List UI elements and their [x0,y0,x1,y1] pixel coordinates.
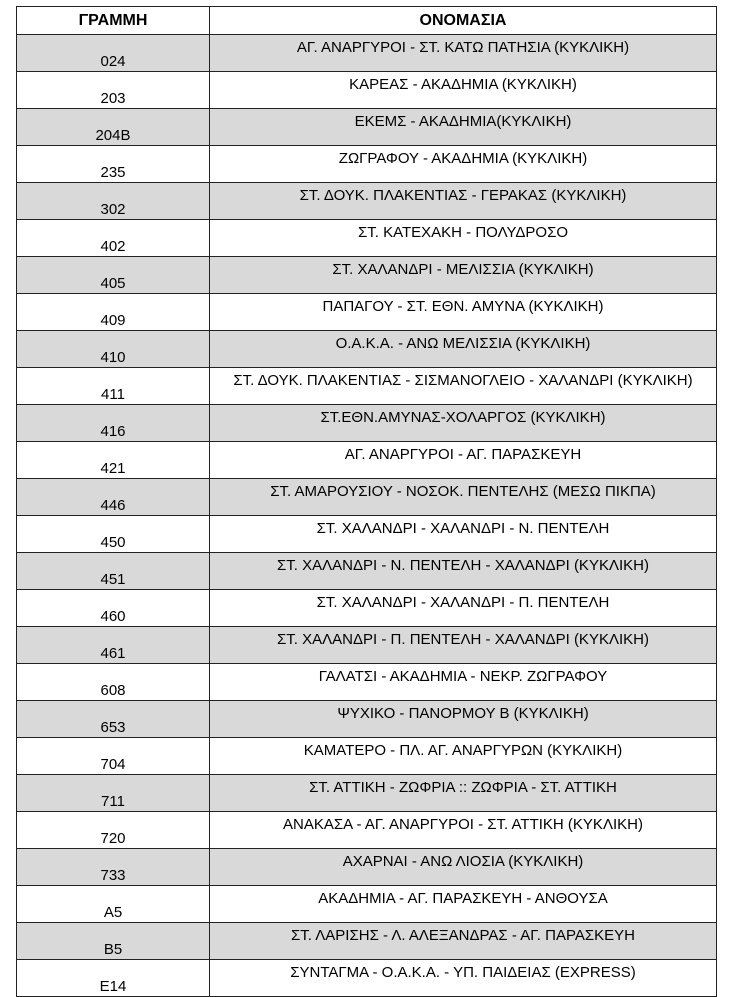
table-row [17,664,717,701]
line-number: Β5 [17,923,210,960]
table-row [17,183,717,220]
table-row [17,331,717,368]
route-name: ΣΤ.ΕΘΝ.ΑΜΥΝΑΣ-ΧΟΛΑΡΓΟΣ (ΚΥΚΛΙΚΗ) [210,405,717,442]
route-name: ΑΝΑΚΑΣΑ - ΑΓ. ΑΝΑΡΓΥΡΟΙ - ΣΤ. ΑΤΤΙΚΗ (ΚΥΚΛΙΚΗ) [210,812,717,849]
line-number: Α5 [17,886,210,923]
table-row [17,294,717,331]
table-row [17,886,717,923]
line-number: 204Β [17,109,210,146]
route-name: ΑΓ. ΑΝΑΡΓΥΡΟΙ - ΣΤ. ΚΑΤΩ ΠΑΤΗΣΙΑ (ΚΥΚΛΙΚΗ) [210,35,717,72]
line-number: 411 [17,368,210,405]
line-number: 460 [17,590,210,627]
route-name: ΖΩΓΡΑΦΟΥ - ΑΚΑΔΗΜΙΑ (ΚΥΚΛΙΚΗ) [210,146,717,183]
route-name: ΣΤ. ΧΑΛΑΝΔΡΙ - Ν. ΠΕΝΤΕΛΗ - ΧΑΛΑΝΔΡΙ (ΚΥΚΛΙΚΗ) [210,553,717,590]
table-row [17,553,717,590]
line-number: 410 [17,331,210,368]
table-row [17,146,717,183]
table-header [17,7,717,35]
line-number: 302 [17,183,210,220]
table-row [17,923,717,960]
line-number: 704 [17,738,210,775]
header-name: ΟΝΟΜΑΣΙΑ [210,7,717,35]
header-line: ΓΡΑΜΜΗ [17,7,210,35]
line-number: 450 [17,516,210,553]
line-number: 711 [17,775,210,812]
line-number: Ε14 [17,960,210,997]
table-row [17,220,717,257]
route-name: ΣΤ. ΧΑΛΑΝΔΡΙ - ΧΑΛΑΝΔΡΙ - Π. ΠΕΝΤΕΛΗ [210,590,717,627]
table-row [17,701,717,738]
route-name: ΣΤ. ΚΑΤΕΧΑΚΗ - ΠΟΛΥΔΡΟΣΟ [210,220,717,257]
route-name: ΣΤ. ΑΤΤΙΚΗ - ΖΩΦΡΙΑ :: ΖΩΦΡΙΑ - ΣΤ. ΑΤΤΙΚΗ [210,775,717,812]
route-name: ΣΤ. ΔΟΥΚ. ΠΛΑΚΕΝΤΙΑΣ - ΣΙΣΜΑΝΟΓΛΕΙΟ - ΧΑΛΑΝΔΡΙ (ΚΥΚΛΙΚΗ) [210,368,717,405]
route-name: ΚΑΡΕΑΣ - ΑΚΑΔΗΜΙΑ (ΚΥΚΛΙΚΗ) [210,72,717,109]
line-number: 024 [17,35,210,72]
route-name: ΑΧΑΡΝΑΙ - ΑΝΩ ΛΙΟΣΙΑ (ΚΥΚΛΙΚΗ) [210,849,717,886]
route-name: ΓΑΛΑΤΣΙ - ΑΚΑΔΗΜΙΑ - ΝΕΚΡ. ΖΩΓΡΑΦΟΥ [210,664,717,701]
line-number: 235 [17,146,210,183]
line-number: 653 [17,701,210,738]
line-number: 446 [17,479,210,516]
table-row [17,849,717,886]
table-row [17,35,717,72]
line-number: 421 [17,442,210,479]
route-name: ΑΚΑΔΗΜΙΑ - ΑΓ. ΠΑΡΑΣΚΕΥΗ - ΑΝΘΟΥΣΑ [210,886,717,923]
route-name: ΣΤ. ΧΑΛΑΝΔΡΙ - ΧΑΛΑΝΔΡΙ - Ν. ΠΕΝΤΕΛΗ [210,516,717,553]
line-number: 608 [17,664,210,701]
line-number: 409 [17,294,210,331]
header-row [17,7,717,35]
route-name: ΣΤ. ΛΑΡΙΣΗΣ - Λ. ΑΛΕΞΑΝΔΡΑΣ - ΑΓ. ΠΑΡΑΣΚΕΥΗ [210,923,717,960]
line-number: 203 [17,72,210,109]
table-row [17,368,717,405]
route-name: ΕΚΕΜΣ - ΑΚΑΔΗΜΙΑ(ΚΥΚΛΙΚΗ) [210,109,717,146]
route-name: ΣΤ. ΑΜΑΡΟΥΣΙΟΥ - ΝΟΣΟΚ. ΠΕΝΤΕΛΗΣ (ΜΕΣΩ ΠΙΚΠΑ) [210,479,717,516]
table-row [17,775,717,812]
line-number: 451 [17,553,210,590]
table-row [17,442,717,479]
line-number: 461 [17,627,210,664]
route-name: ΨΥΧΙΚΟ - ΠΑΝΟΡΜΟΥ Β (ΚΥΚΛΙΚΗ) [210,701,717,738]
table-row [17,627,717,664]
route-name: ΣΤ. ΧΑΛΑΝΔΡΙ - ΜΕΛΙΣΣΙΑ (ΚΥΚΛΙΚΗ) [210,257,717,294]
line-number: 416 [17,405,210,442]
table-row [17,812,717,849]
table-row [17,479,717,516]
route-name: ΣΤ. ΔΟΥΚ. ΠΛΑΚΕΝΤΙΑΣ - ΓΕΡΑΚΑΣ (ΚΥΚΛΙΚΗ) [210,183,717,220]
route-name: ΠΑΠΑΓΟΥ - ΣΤ. ΕΘΝ. ΑΜΥΝΑ (ΚΥΚΛΙΚΗ) [210,294,717,331]
line-number: 402 [17,220,210,257]
line-number: 405 [17,257,210,294]
route-name: ΣΥΝΤΑΓΜΑ - Ο.Α.Κ.Α. - ΥΠ. ΠΑΙΔΕΙΑΣ (EXPRESS) [210,960,717,997]
line-number: 733 [17,849,210,886]
table-row [17,516,717,553]
route-name: ΣΤ. ΧΑΛΑΝΔΡΙ - Π. ΠΕΝΤΕΛΗ - ΧΑΛΑΝΔΡΙ (ΚΥΚΛΙΚΗ) [210,627,717,664]
route-name: Ο.Α.Κ.Α. - ΑΝΩ ΜΕΛΙΣΣΙΑ (ΚΥΚΛΙΚΗ) [210,331,717,368]
table-body [17,35,717,997]
table-row [17,72,717,109]
line-number: 720 [17,812,210,849]
table-row [17,257,717,294]
table-row [17,738,717,775]
route-name: ΚΑΜΑΤΕΡΟ - ΠΛ. ΑΓ. ΑΝΑΡΓΥΡΩΝ (ΚΥΚΛΙΚΗ) [210,738,717,775]
table-row [17,405,717,442]
bus-lines-table [16,6,717,997]
table-row [17,109,717,146]
route-name: ΑΓ. ΑΝΑΡΓΥΡΟΙ - ΑΓ. ΠΑΡΑΣΚΕΥΗ [210,442,717,479]
table-row [17,590,717,627]
table-row [17,960,717,997]
